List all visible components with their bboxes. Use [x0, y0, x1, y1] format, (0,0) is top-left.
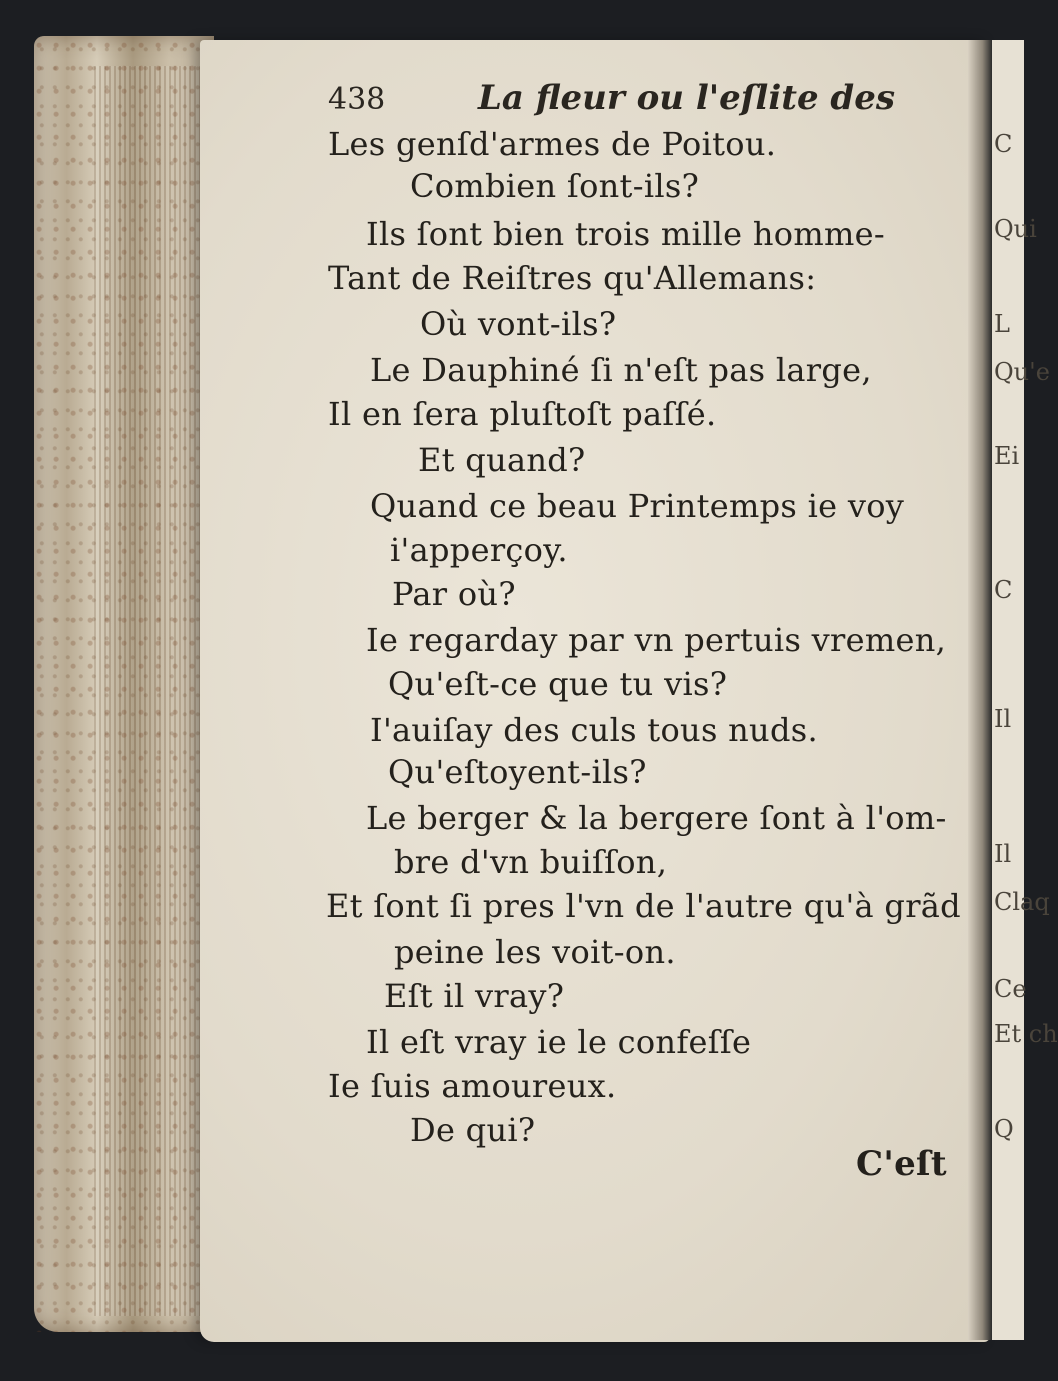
text-line: Il eſt vray ie le confeſſe	[366, 1023, 752, 1061]
facing-fragment: Qui	[994, 215, 1037, 243]
text-line: Le berger & la bergere ſont à l'om-	[366, 799, 947, 837]
text-line: Qu'eſtoyent-ils?	[388, 753, 647, 791]
facing-fragment: Ei	[994, 442, 1020, 470]
text-line: Où vont-ils?	[420, 305, 617, 343]
facing-fragment: L	[994, 310, 1010, 338]
text-line: Qu'eſt-ce que tu vis?	[388, 665, 728, 703]
facing-fragment: Qu'e	[994, 358, 1050, 386]
facing-fragment: C	[994, 130, 1013, 158]
facing-fragment: Et ch	[994, 1020, 1058, 1048]
text-line: Les genſd'armes de Poitou.	[328, 125, 777, 163]
text-line: De qui?	[410, 1111, 536, 1149]
facing-fragment: Il	[994, 840, 1012, 868]
text-line: Par où?	[392, 575, 516, 613]
text-line: Et ſont ſi pres l'vn de l'autre qu'à grãd	[326, 887, 961, 925]
text-line: i'apperçoy.	[390, 531, 568, 569]
facing-fragment: Claq	[994, 888, 1050, 916]
text-line: Ie ſuis amoureux.	[328, 1067, 617, 1105]
text-line: Combien ſont-ils?	[410, 167, 700, 205]
text-line: Ie regarday par vn pertuis vremen,	[366, 621, 947, 659]
text-line: Et quand?	[418, 441, 586, 479]
text-line: Quand ce beau Printemps ie voy	[370, 487, 905, 525]
facing-fragment: Il	[994, 705, 1012, 733]
text-line: Eſt il vray?	[384, 977, 565, 1015]
text-line: peine les voit-on.	[394, 933, 676, 971]
text-line: Tant de Reiſtres qu'Allemans:	[328, 259, 817, 297]
catchword: C'eſt	[856, 1144, 947, 1184]
running-title: La fleur ou l'eſlite des	[478, 78, 895, 118]
text-line: I'auiſay des culs tous nuds.	[370, 711, 818, 749]
facing-fragment: Q	[994, 1115, 1014, 1143]
text-line: bre d'vn buiſſon,	[394, 843, 668, 881]
text-line: Ils ſont bien trois mille homme-	[366, 215, 885, 253]
text-line: Le Dauphiné ſi n'eſt pas large,	[370, 351, 872, 389]
facing-fragment: Ce	[994, 975, 1027, 1003]
page-number: 438	[328, 82, 386, 117]
facing-fragment: C	[994, 576, 1013, 604]
text-line: Il en ſera pluſtoſt paſſé.	[328, 395, 717, 433]
